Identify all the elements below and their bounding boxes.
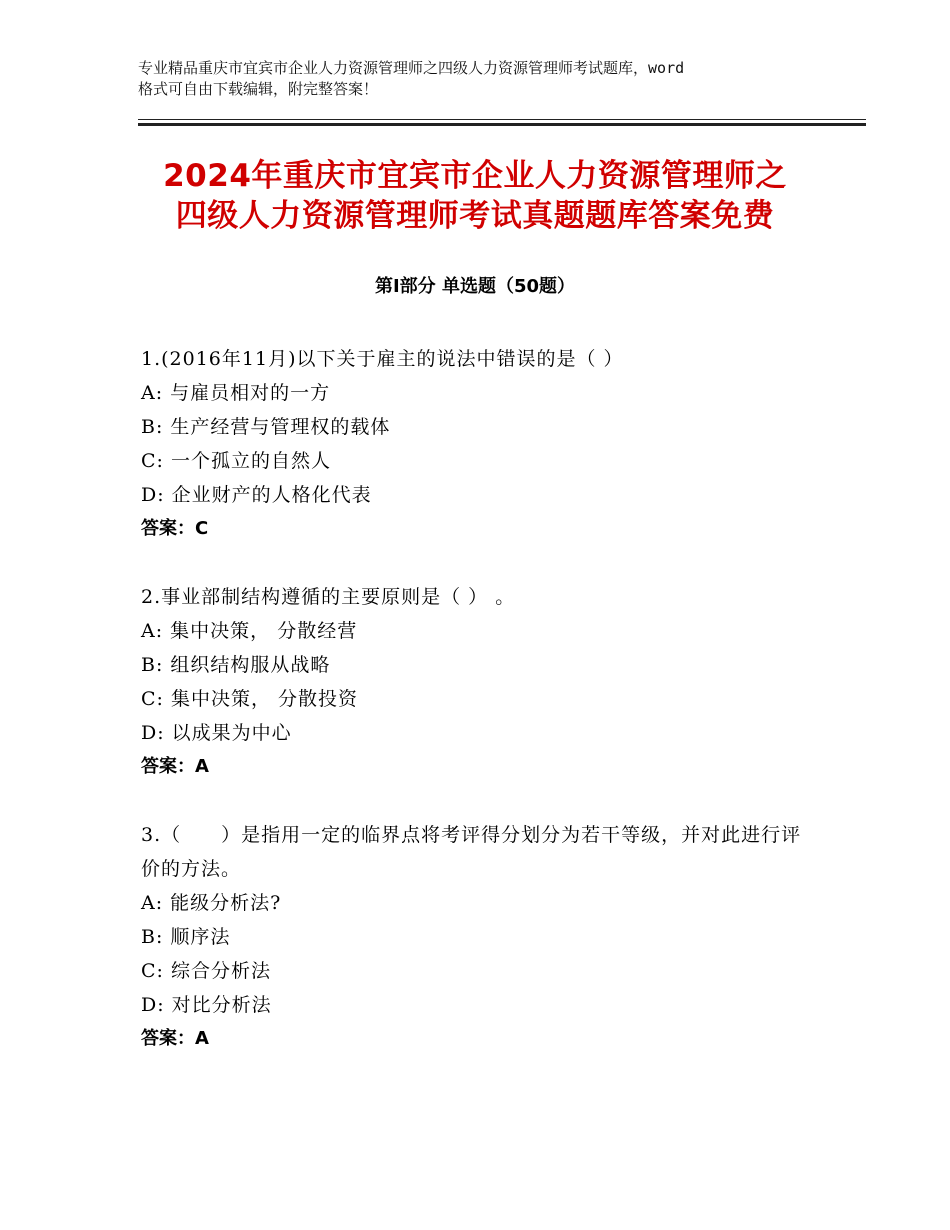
option-d: D: 企业财产的人格化代表 bbox=[141, 484, 372, 506]
option-c: C: 集中决策， 分散投资 bbox=[141, 688, 359, 710]
header-note-line-2: 格式可自由下载编辑，附完整答案！ bbox=[138, 80, 379, 98]
answer-label: 答案：C bbox=[141, 518, 209, 539]
section-title: 第Ⅰ部分 单选题（50题） bbox=[374, 276, 575, 297]
question-stem: 2.事业部制结构遵循的主要原则是（ ） 。 bbox=[141, 586, 516, 608]
question-stem: 3.（ ）是指用一定的临界点将考评得分划分为若干等级，并对此进行评价的方法。 bbox=[141, 824, 802, 880]
option-c: C: 一个孤立的自然人 bbox=[141, 450, 331, 472]
question-1 bbox=[141, 342, 821, 546]
header-rule-thick bbox=[138, 123, 866, 126]
answer-label: 答案：A bbox=[141, 756, 209, 777]
header-note-line-1: 专业精品重庆市宜宾市企业人力资源管理师之四级人力资源管理师考试题库，word bbox=[138, 59, 685, 77]
option-a: A: 能级分析法? bbox=[141, 892, 282, 914]
header-rule-thin bbox=[138, 119, 866, 120]
option-b: B: 组织结构服从战略 bbox=[141, 654, 331, 676]
document-title-line-1: 2024年重庆市宜宾市企业人力资源管理师之 bbox=[163, 158, 787, 194]
option-a: A: 与雇员相对的一方 bbox=[141, 382, 331, 404]
document-title bbox=[100, 156, 850, 236]
option-a: A: 集中决策， 分散经营 bbox=[141, 620, 358, 642]
option-c: C: 综合分析法 bbox=[141, 960, 271, 982]
question-list bbox=[141, 342, 821, 1090]
question-2 bbox=[141, 580, 821, 784]
question-stem: 1.(2016年11月)以下关于雇主的说法中错误的是（ ） bbox=[141, 348, 624, 370]
option-d: D: 以成果为中心 bbox=[141, 722, 292, 744]
option-b: B: 生产经营与管理权的载体 bbox=[141, 416, 391, 438]
question-3 bbox=[141, 818, 821, 1056]
document-title-line-2: 四级人力资源管理师考试真题题库答案免费 bbox=[175, 198, 775, 234]
option-b: B: 顺序法 bbox=[141, 926, 231, 948]
header-note bbox=[138, 58, 818, 100]
option-d: D: 对比分析法 bbox=[141, 994, 272, 1016]
answer-label: 答案：A bbox=[141, 1028, 209, 1049]
